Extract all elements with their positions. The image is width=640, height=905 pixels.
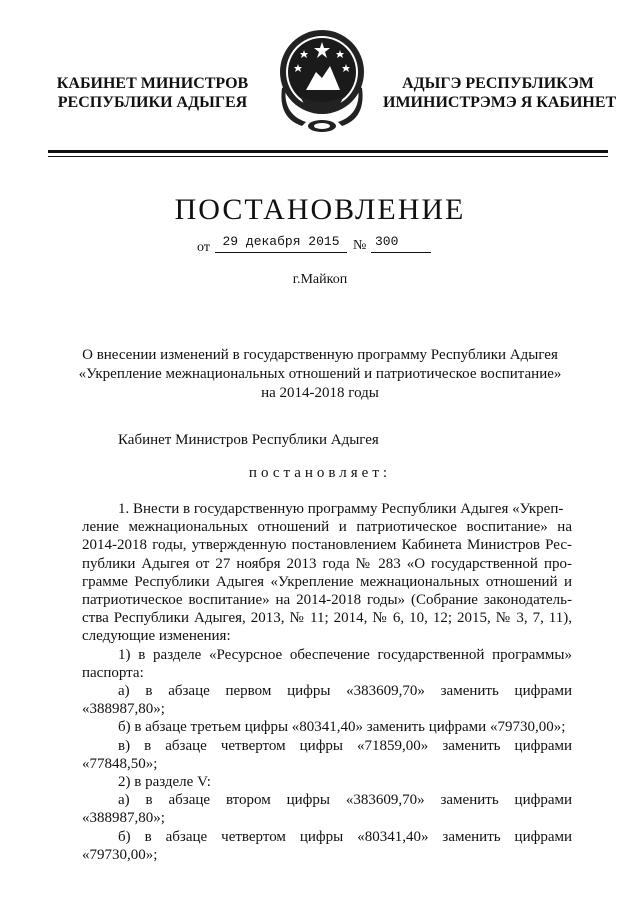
- header-left: [50, 74, 255, 112]
- date-number-line: [195, 234, 445, 258]
- subject-line: на 2014-2018 годы: [261, 385, 379, 401]
- body-line: грамме Республики Адыгея «Укрепление межнациональных отношений и: [82, 573, 572, 590]
- body-line: ление межнациональных отношений и патриотическое воспитание» на: [82, 519, 572, 536]
- header-right-line-1: АДЫГЭ РЕСПУБЛИКЭМ: [402, 75, 594, 92]
- date-prefix: от: [197, 240, 210, 255]
- header-rule-thick: [48, 150, 608, 153]
- document-number: 300: [371, 234, 431, 253]
- coat-of-arms-emblem: [276, 26, 368, 138]
- body-line: 1. Внести в государственную программу Республики Адыгея «Укреп-: [118, 501, 564, 517]
- header-left-line-2: РЕСПУБЛИКИ АДЫГЕЯ: [57, 94, 248, 111]
- header-right-line-2: ИМИНИСТРЭМЭ Я КАБИНЕТ: [383, 94, 617, 111]
- header-right: [383, 74, 617, 112]
- body-line: а) в абзаце втором цифры «383609,70» заменить цифрами: [118, 792, 572, 809]
- body-line: патриотическое воспитание» на 2014-2018 годы» (Собрание законодатель-: [82, 592, 572, 609]
- city: г.Майкоп: [292, 272, 348, 287]
- body-line: б) в абзаце третьем цифры «80341,40» заменить цифрами «79730,00»;: [118, 719, 566, 736]
- body-line: а) в абзаце первом цифры «383609,70» заменить цифрами: [118, 683, 572, 700]
- document-title: ПОСТАНОВЛЕНИЕ: [174, 193, 466, 226]
- body-line: 2014-2018 годы, утвержденную постановлением Кабинета Министров Рес-: [82, 537, 572, 554]
- body-line: 2) в разделе V:: [118, 774, 211, 791]
- body-line: б) в абзаце четвертом цифры «80341,40» заменить цифрами: [118, 828, 572, 845]
- subject-line: О внесении изменений в государственную программу Республики Адыгея: [82, 347, 558, 363]
- body-line: паспорта:: [82, 664, 144, 681]
- body-line: в) в абзаце четвертом цифры «71859,00» заменить цифрами: [118, 737, 572, 754]
- issuer-line: Кабинет Министров Республики Адыгея: [118, 432, 379, 448]
- number-prefix: №: [353, 238, 367, 253]
- header-rule-thin: [48, 156, 608, 157]
- decree-word: постановляет:: [248, 465, 392, 481]
- document-date: 29 декабря 2015: [215, 234, 347, 253]
- subject-line: «Укрепление межнациональных отношений и патриотическое воспитание»: [78, 366, 562, 382]
- body-line: «79730,00»;: [82, 846, 158, 863]
- document-body: [82, 500, 572, 864]
- body-line: ства Республики Адыгея, 2013, № 11; 2014, № 6, 10, 12; 2015, № 3, 7, 11),: [82, 610, 572, 627]
- subject-heading: [60, 346, 580, 403]
- header-left-line-1: КАБИНЕТ МИНИСТРОВ: [56, 75, 249, 92]
- body-line: «388987,80»;: [82, 810, 165, 827]
- body-line: 1) в разделе «Ресурсное обеспечение государственной программы»: [118, 646, 572, 663]
- body-line: публики Адыгея от 27 ноября 2013 года № 283 «О государственной про-: [82, 555, 572, 572]
- body-line: «388987,80»;: [82, 701, 165, 718]
- body-line: «77848,50»;: [82, 755, 158, 772]
- body-line: следующие изменения:: [82, 628, 231, 645]
